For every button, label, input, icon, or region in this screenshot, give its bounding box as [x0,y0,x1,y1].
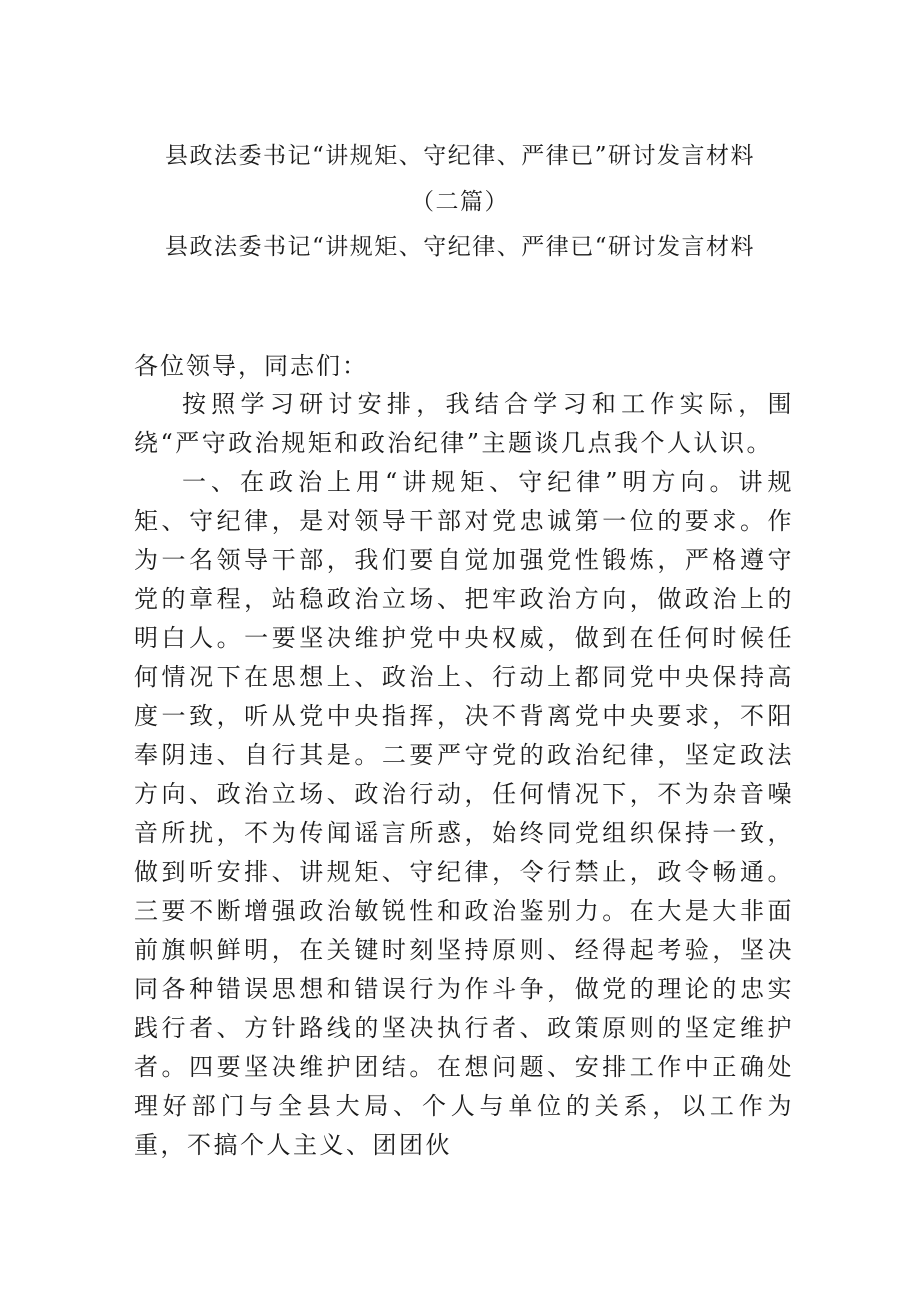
document-body [134,385,794,1165]
document-title-repeat: 县政法委书记“讲规矩、守纪律、严律已“研讨发言材料 [164,234,756,260]
paragraph-section-one: 一、在政治上用“讲规矩、守纪律”明方向。讲规矩、守纪律，是对领导干部对党忠诚第一位的要求。作为一名领导干部，我们要自觉加强党性锻炼，严格遵守党的章程，站稳政治立场、把牢政治方向，做政治上的明白人。一要坚决维护党中央权威，做到在任何时候任何情况下在思想上、政治上、行动上都同党中央保持高度一致，听从党中央指挥，决不背离党中央要求，不阳奉阴违、自行其是。二要严守党的政治纪律，坚定政法方向、政治立场、政治行动，任何情况下，不为杂音噪音所扰，不为传闻谣言所惑，始终同党组织保持一致，做到听安排、讲规矩、守纪律，令行禁止，政令畅通。三要不断增强政治敏锐性和政治鉴别力。在大是大非面前旗帜鲜明，在关键时刻坚持原则、经得起考验，坚决同各种错误思想和错误行为作斗争，做党的理论的忠实践行者、方针路线的坚决执行者、政策原则的坚定维护者。四要坚决维护团结。在想问题、安排工作中正确处理好部门与全县大局、个人与单位的关系，以工作为重，不搞个人主义、团团伙 [134,468,794,1159]
paragraph-intro: 按照学习研讨安排，我结合学习和工作实际，围绕“严守政治规矩和政治纪律”主题谈几点我个人认识。 [134,390,794,457]
document-subtitle-count: （二篇） [411,189,509,215]
salutation: 各位领导，同志们： [134,352,368,380]
document-title: 县政法委书记“讲规矩、守纪律、严律已”研讨发言材料 [164,143,756,169]
